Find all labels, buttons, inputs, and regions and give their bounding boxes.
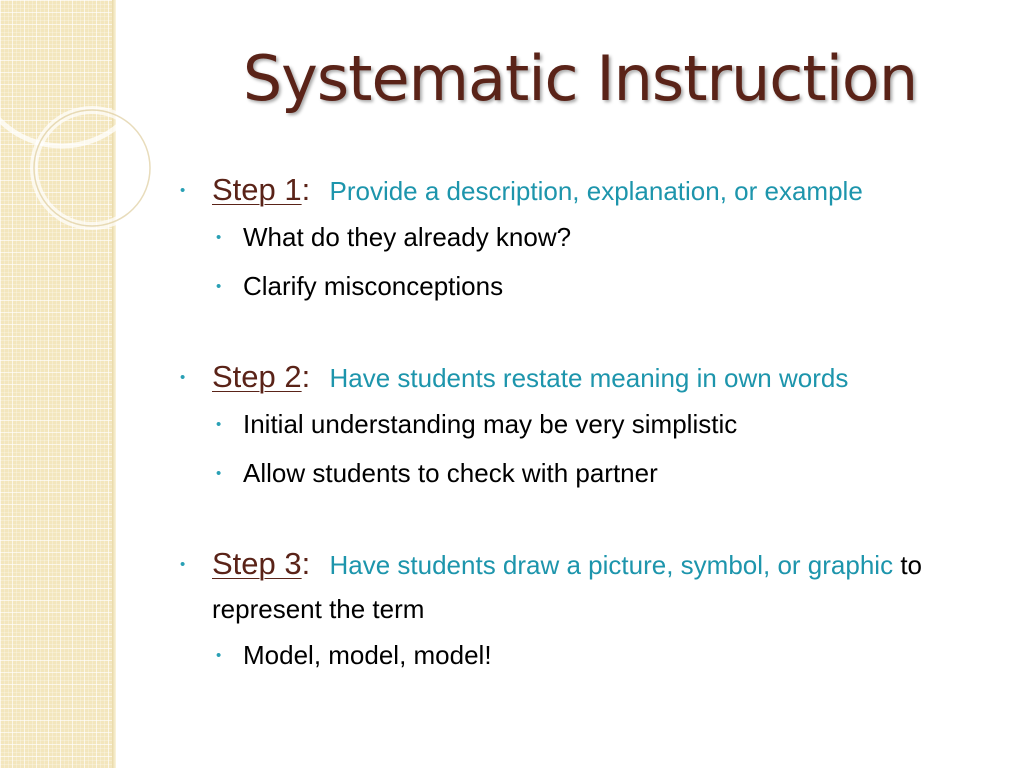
step-1-colon: : <box>301 172 311 207</box>
step-1-subitem-2: Clarify misconceptions <box>243 271 504 301</box>
step-2-colon: : <box>301 359 311 394</box>
step-3-bullet <box>180 542 1000 631</box>
list-item <box>180 631 1000 680</box>
step-3-label: Step 3 <box>212 546 302 581</box>
step-1-bullet <box>180 168 1000 213</box>
bullet-icon: • <box>216 278 222 295</box>
slide-title: Systematic Instruction <box>242 42 918 115</box>
bullet-icon: • <box>216 416 222 433</box>
bullet-icon: • <box>216 647 222 664</box>
list-item <box>180 213 1000 262</box>
step-2-subitem-1: Initial understanding may be very simplistic <box>243 409 738 439</box>
decorative-rings <box>0 0 160 240</box>
step-1-description: Provide a description, explanation, or example <box>329 176 863 206</box>
bullet-icon: • <box>180 369 186 386</box>
bullet-icon: • <box>216 465 222 482</box>
slide-content <box>180 168 1000 724</box>
step-2-subitem-2: Allow students to check with partner <box>243 458 658 488</box>
step-3 <box>180 542 1000 680</box>
list-item <box>180 262 1000 311</box>
step-3-description-continued: to represent the term <box>212 550 923 624</box>
step-3-subitem-1: Model, model, model! <box>243 640 492 670</box>
bullet-icon: • <box>180 556 186 573</box>
step-2-label: Step 2 <box>212 359 302 394</box>
step-1-label: Step 1 <box>212 172 302 207</box>
list-item <box>180 449 1000 498</box>
step-3-colon: : <box>301 546 311 581</box>
step-3-description: Have students draw a picture, symbol, or graphic <box>329 550 894 580</box>
step-2-bullet <box>180 355 1000 400</box>
bullet-icon: • <box>216 229 222 246</box>
step-2-description: Have students restate meaning in own words <box>329 363 849 393</box>
step-2 <box>180 355 1000 498</box>
list-item <box>180 400 1000 449</box>
step-1 <box>180 168 1000 311</box>
step-1-subitem-1: What do they already know? <box>243 222 572 252</box>
bullet-icon: • <box>180 182 186 199</box>
